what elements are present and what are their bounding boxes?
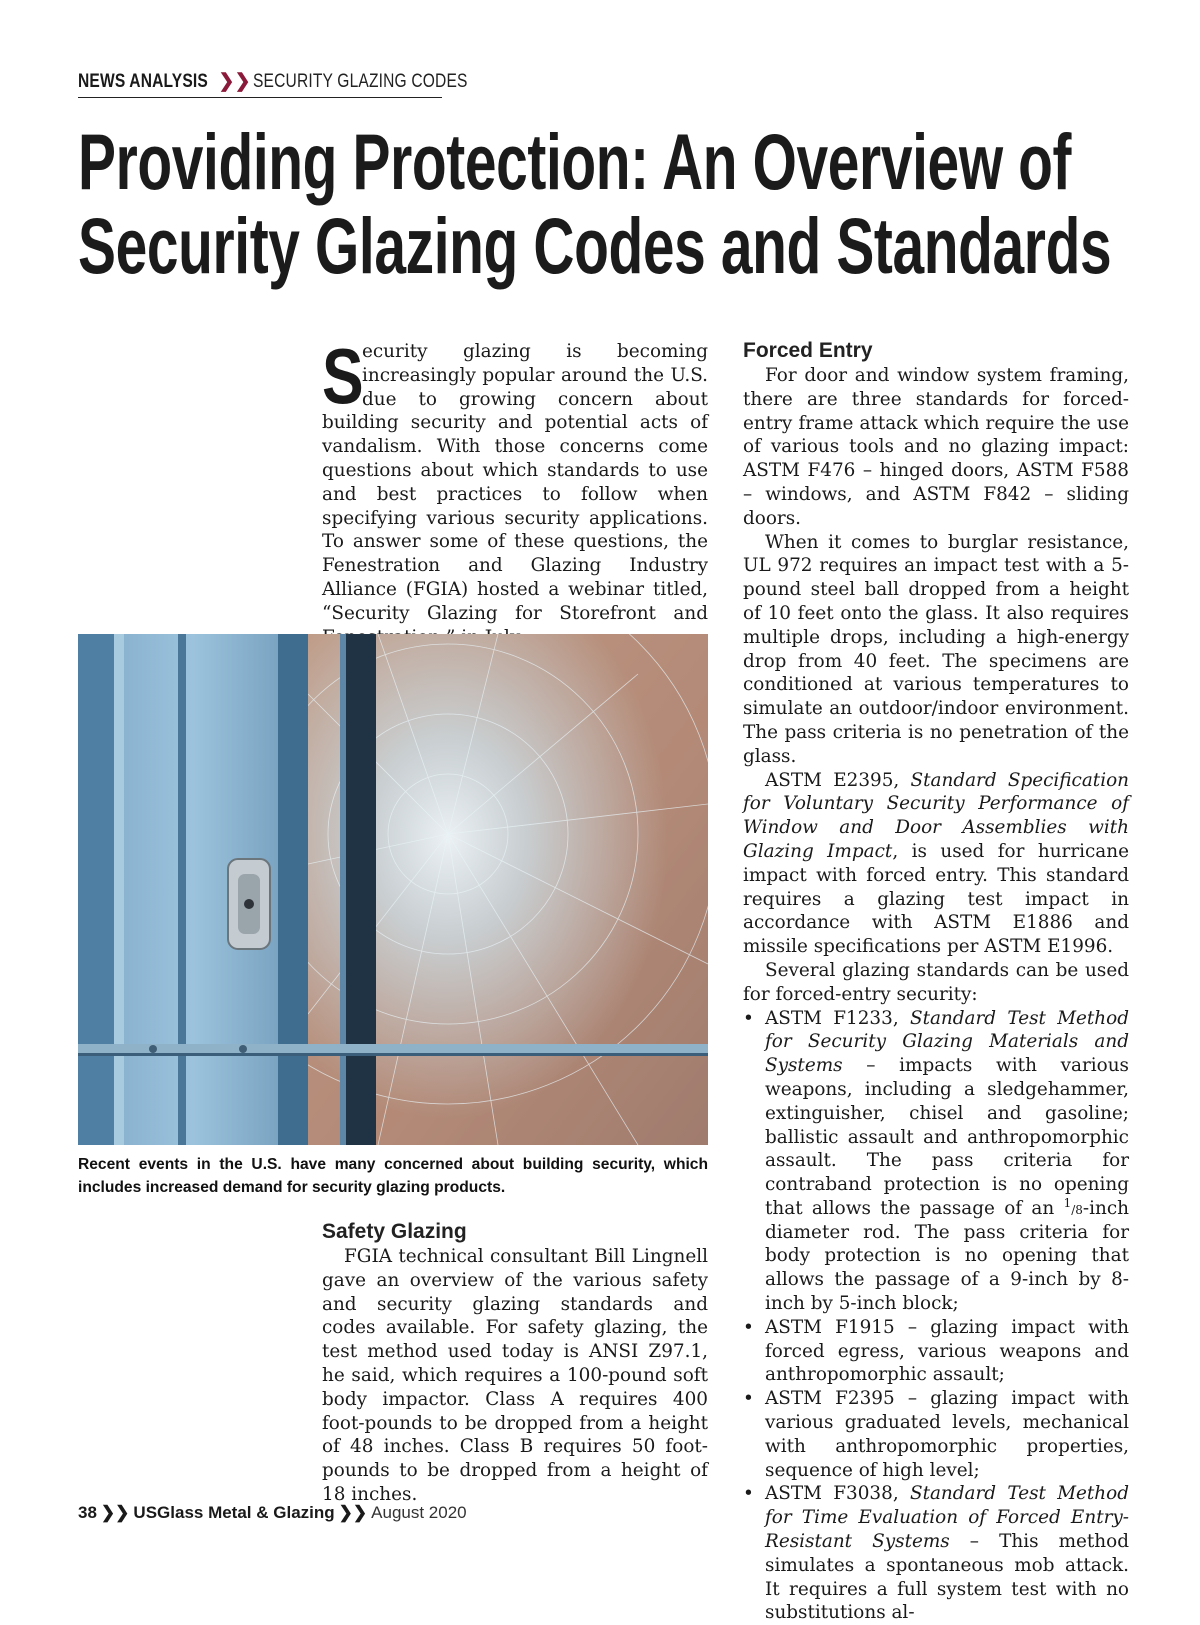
forced-paragraph-4: Several glazing standards can be used for forced-entry security: — [743, 959, 1129, 1005]
kicker-topic: SECURITY GLAZING CODES — [252, 71, 468, 92]
intro-column — [322, 332, 708, 649]
b1-lead: ASTM F1233, — [765, 1007, 910, 1029]
forced-entry-heading: Forced Entry — [743, 339, 873, 362]
list-item: • ASTM F1915 – glazing impact with forced egress, various weapons and anthropomorphic assault; — [743, 1316, 1129, 1387]
drop-cap: S — [322, 332, 364, 420]
forced-paragraph-3 — [743, 769, 1129, 959]
list-item — [743, 1007, 1129, 1316]
p3-rest: , is used for hurricane impact with forced entry. This standard requires a glazing test impact in accordance with ASTM E1886 and missile specifications per ASTM E1996. — [743, 840, 1130, 958]
shattered-glass-door-photo — [78, 634, 708, 1145]
b4-rest: – This method simulates a spontaneous mob attack. It requires a full system test with no substitutions al- — [765, 1531, 1129, 1624]
intro-text: ecurity glazing is becoming increasingly popular around the U.S. due to growing concern about building security and potential acts of vandalism. With those concerns come questions about which standards to use and best practices to follow when specifying various security applications. To answer some of these questions, the Fenestration and Glazing Industry Alliance (FGIA) hosted a webinar titled, “Security Glazing for Storefront and — [322, 341, 708, 624]
magazine-name: USGlass Metal & Glazing — [133, 1503, 335, 1522]
forced-paragraph-2: When it comes to burglar resistance, UL 972 requires an impact test with a 5-pound steel ball dropped from a height of 10 feet onto the glass. It also requires multiple drops, including a high-energy drop from 40 feet. The specimens are conditioned at various temperatures to simulate an outdoor/indoor environment. The pass criteria is no penetration of the glass. — [743, 531, 1129, 767]
kicker-section: NEWS ANALYSIS — [78, 71, 208, 92]
forced-entry-section — [743, 338, 1129, 1625]
list-item: • ASTM F2395 – glazing impact with various graduated levels, mechanical with anthropomorphic properties, sequence of high level; — [743, 1387, 1129, 1482]
chevron-icon: ❯❯ — [218, 71, 251, 92]
page-number: 38 — [78, 1503, 97, 1522]
safety-glazing-heading: Safety Glazing — [322, 1220, 467, 1243]
list-item — [743, 1482, 1129, 1625]
b4-title: Standard Test Method for Time Evaluation of Forced Entry-Resistant Systems — [765, 1483, 1129, 1553]
page-footer — [78, 1503, 467, 1523]
b1-rest: – impacts with various weapons, including a sledgehammer, extinguisher, chisel and gasoline; ballistic assault and anthropomorphic assault. The pass criteria for contraband protection is no opening that allows the passage of an — [765, 1055, 1129, 1219]
safety-paragraph: FGIA technical consultant Bill Lingnell gave an overview of the various safety and security glazing standards and codes available. For safety glazing, the test method used today is ANSI Z97.1, he said, which requires a 100-pound soft body impactor. Class A requires 400 foot-pounds to be dropped from a height of 48 inches. Class B requires 50 foot-pounds to be dropped from a height of 18 inches. — [322, 1246, 708, 1505]
p3-title: Standard Specification for Voluntary Security Performance of Window and Door Assemblies with Glazing Impact — [743, 769, 1129, 862]
p3-lead: ASTM E2395, — [765, 769, 911, 791]
chevron-icon: ❯❯ — [100, 1503, 130, 1522]
photo-caption: Recent events in the U.S. have many concerned about building security, which includes increased demand for security glazing products. — [78, 1156, 708, 1196]
b4-lead: ASTM F3038, — [765, 1483, 910, 1505]
fraction-numerator: 1 — [1063, 1195, 1072, 1210]
b1-end: -inch diameter rod. The pass criteria for body protection is no opening that allows the passage of a 9-inch by 8-inch by 5-inch block; — [765, 1197, 1129, 1315]
b1-title: Standard Test Method for Security Glazing Materials and Systems — [765, 1007, 1129, 1077]
safety-glazing-section — [322, 1219, 708, 1507]
issue-date: August 2020 — [371, 1503, 467, 1522]
forced-paragraph-1: For door and window system framing, there are three standards for forced-entry frame attack which require the use of various tools and no glazing impact: ASTM F476 – hinged doors, ASTM F588 – windows, and ASTM F842 – sliding doors. — [743, 365, 1129, 529]
standards-list — [743, 1007, 1129, 1625]
section-kicker — [78, 70, 468, 98]
article-headline — [78, 117, 1112, 290]
headline-line-2: Security Glazing Codes and Standards — [78, 201, 1112, 290]
headline-line-1: Providing Protection: An Overview of — [78, 117, 1072, 206]
chevron-icon: ❯❯ — [338, 1503, 368, 1522]
fraction-denominator: /8 — [1071, 1202, 1083, 1217]
